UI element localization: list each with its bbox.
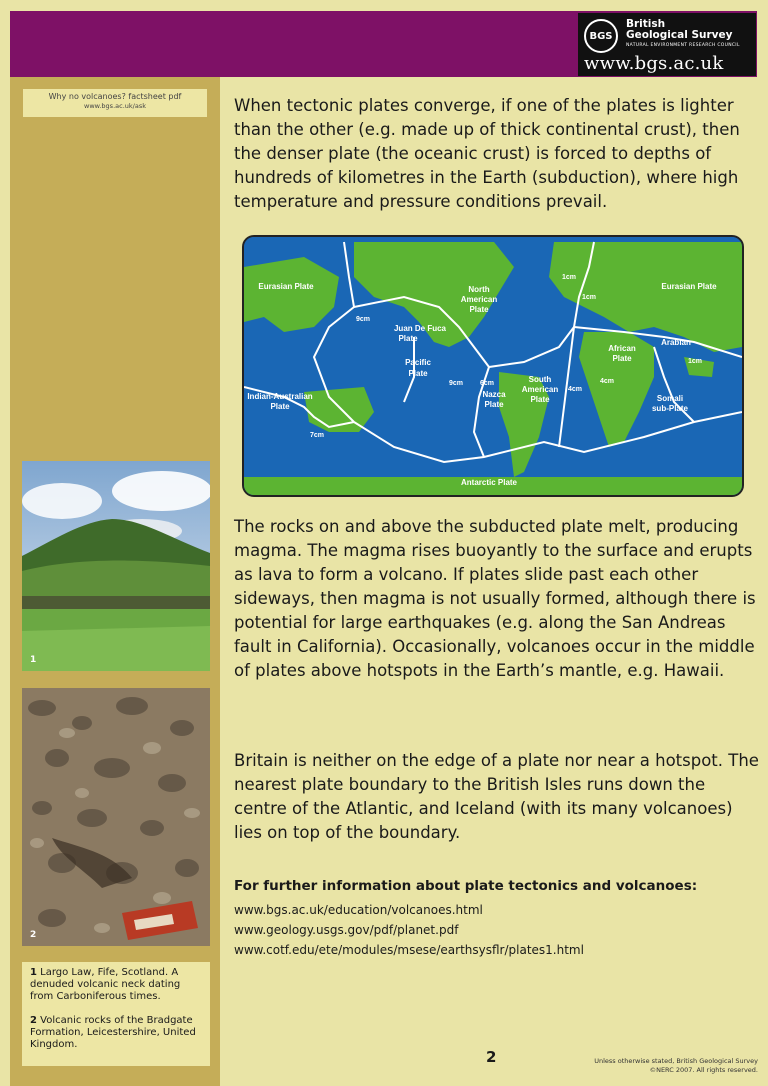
largo-law-image (22, 461, 210, 671)
label-nazca-2: Plate (484, 400, 504, 409)
photo-bradgate-rocks (22, 688, 210, 946)
rate-1cm-a: 1cm (562, 274, 577, 281)
photo2-number: 2 (30, 930, 37, 940)
photo-largo-law (22, 461, 210, 671)
factsheet-url[interactable]: www.bgs.ac.uk/ask (84, 102, 146, 110)
rate-9cm-b: 9cm (449, 380, 464, 387)
label-african-2: Plate (612, 354, 632, 363)
council-name: NATURAL ENVIRONMENT RESEARCH COUNCIL (626, 43, 740, 48)
org-name: British Geological Survey (626, 18, 733, 41)
label-arabian: Arabian (661, 338, 691, 347)
label-juan-de-fuca-2: Plate (398, 334, 418, 343)
rate-1cm-c: 1cm (688, 358, 703, 365)
label-juan-de-fuca-1: Juan De Fuca (393, 324, 447, 333)
label-indo-australian-1: Indian-Australian (247, 392, 313, 401)
label-pacific-2: Plate (408, 369, 428, 378)
rate-4cm-b: 4cm (600, 378, 615, 385)
label-somali-1: Somali (656, 394, 684, 403)
label-antarctic: Antarctic Plate (460, 478, 518, 487)
further-info-links (234, 900, 584, 960)
label-pacific-1: Pacific (405, 358, 431, 367)
label-eurasian-w: Eurasian Plate (258, 282, 314, 291)
rate-6cm: 6cm (480, 380, 495, 387)
plate-tectonics-map (242, 235, 744, 497)
copyright-note: Unless otherwise stated, British Geological Survey ©NERC 2007. All rights reserved. (594, 1057, 758, 1074)
paragraph-subduction: When tectonic plates converge, if one of the plates is lighter than the other (e.g. made up of thick continental crust), then the denser plate (the oceanic crust) is forced to depths of hundreds of kilometres in the Earth (subduction), where high temperature and pressure conditions prevail. (234, 96, 740, 211)
label-somali-2: sub-Plate (651, 404, 689, 413)
rate-1cm-b: 1cm (582, 294, 597, 301)
link-bgs-volcanoes[interactable]: www.bgs.ac.uk/education/volcanoes.html (234, 903, 483, 917)
label-nazca-1: Nazca (482, 390, 506, 399)
factsheet-title: Why no volcanoes? factsheet pdf (48, 92, 182, 101)
world-plate-map (244, 237, 742, 495)
label-north-american-3: Plate (469, 305, 489, 314)
rate-7cm: 7cm (310, 432, 325, 439)
page-number: 2 (486, 1048, 497, 1066)
caption-2: 2 Volcanic rocks of the Bradgate Formation, Leicestershire, United Kingdom. (30, 1015, 196, 1050)
photo-captions (22, 962, 210, 1066)
bgs-logo[interactable] (578, 13, 756, 76)
rate-4cm-a: 4cm (568, 386, 583, 393)
link-usgs-planet[interactable]: www.geology.usgs.gov/pdf/planet.pdf (234, 923, 459, 937)
website-link[interactable]: www.bgs.ac.uk (584, 53, 724, 74)
paragraph-magma: The rocks on and above the subducted plate melt, producing magma. The magma rises buoyantly to the surface and erupts as lava to form a volcano. If plates slide past each other sideways, then magma is not usually formed, although there is potential for large earthquakes (e.g. along the San Andreas fault in California). Occasionally, volcanoes occur in the middle of plates above hotspots in the Earth’s mantle, e.g. Hawaii. (234, 517, 756, 680)
label-south-american-3: Plate (530, 395, 550, 404)
photo1-number: 1 (30, 655, 37, 665)
label-african-1: African (608, 344, 636, 353)
paragraph-britain: Britain is neither on the edge of a plate nor near a hotspot. The nearest plate boundary to the British Isles runs down the centre of the Atlantic, and Iceland (with its many volcanoes) lies on top of the boundary. (234, 751, 759, 842)
bgs-emblem-icon: BGS (584, 19, 618, 53)
label-north-american-2: American (460, 295, 498, 304)
further-info-heading: For further information about plate tectonics and volcanoes: (234, 878, 698, 894)
label-south-american-2: American (521, 385, 559, 394)
label-north-american-1: North (468, 285, 490, 294)
bradgate-rocks-image (22, 688, 210, 946)
label-south-american-1: South (528, 375, 552, 384)
rate-9cm-a: 9cm (356, 316, 371, 323)
caption-1: 1 Largo Law, Fife, Scotland. A denuded volcanic neck dating from Carboniferous times. (30, 967, 181, 1002)
label-eurasian-e: Eurasian Plate (661, 282, 717, 291)
label-indo-australian-2: Plate (270, 402, 290, 411)
factsheet-link[interactable] (23, 89, 207, 117)
link-cotf-plates[interactable]: www.cotf.edu/ete/modules/msese/earthsysflr/plates1.html (234, 943, 584, 957)
